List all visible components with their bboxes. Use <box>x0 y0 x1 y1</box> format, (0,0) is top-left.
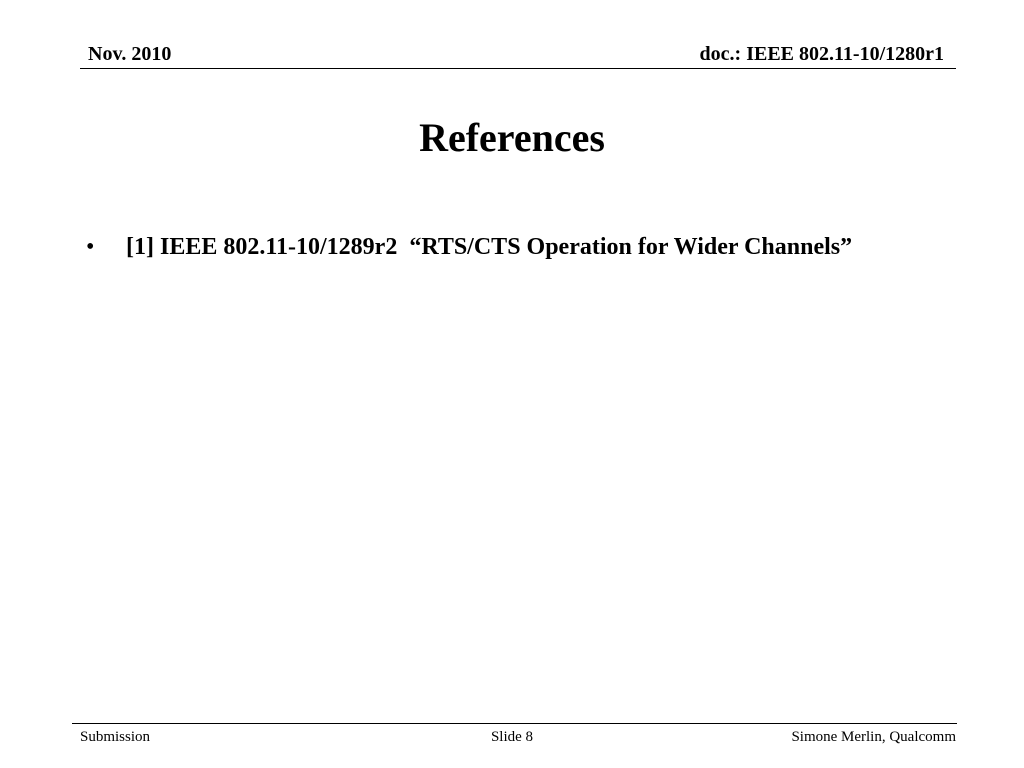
bullet-icon: • <box>86 234 95 260</box>
document-id: doc.: IEEE 802.11-10/1280r1 <box>699 43 944 65</box>
slide-number: Slide 8 <box>490 729 534 745</box>
reference-list <box>84 230 904 264</box>
reference-text: [1] IEEE 802.11-10/1289r2 “RTS/CTS Operation for Wider Channels” <box>126 234 853 260</box>
footer-divider <box>72 723 957 724</box>
footer-submission: Submission <box>80 729 151 745</box>
reference-item <box>84 230 904 264</box>
footer-author: Simone Merlin, Qualcomm <box>791 729 956 745</box>
header-divider <box>80 68 956 69</box>
slide-title: References <box>419 115 605 160</box>
header-date: Nov. 2010 <box>88 43 172 65</box>
